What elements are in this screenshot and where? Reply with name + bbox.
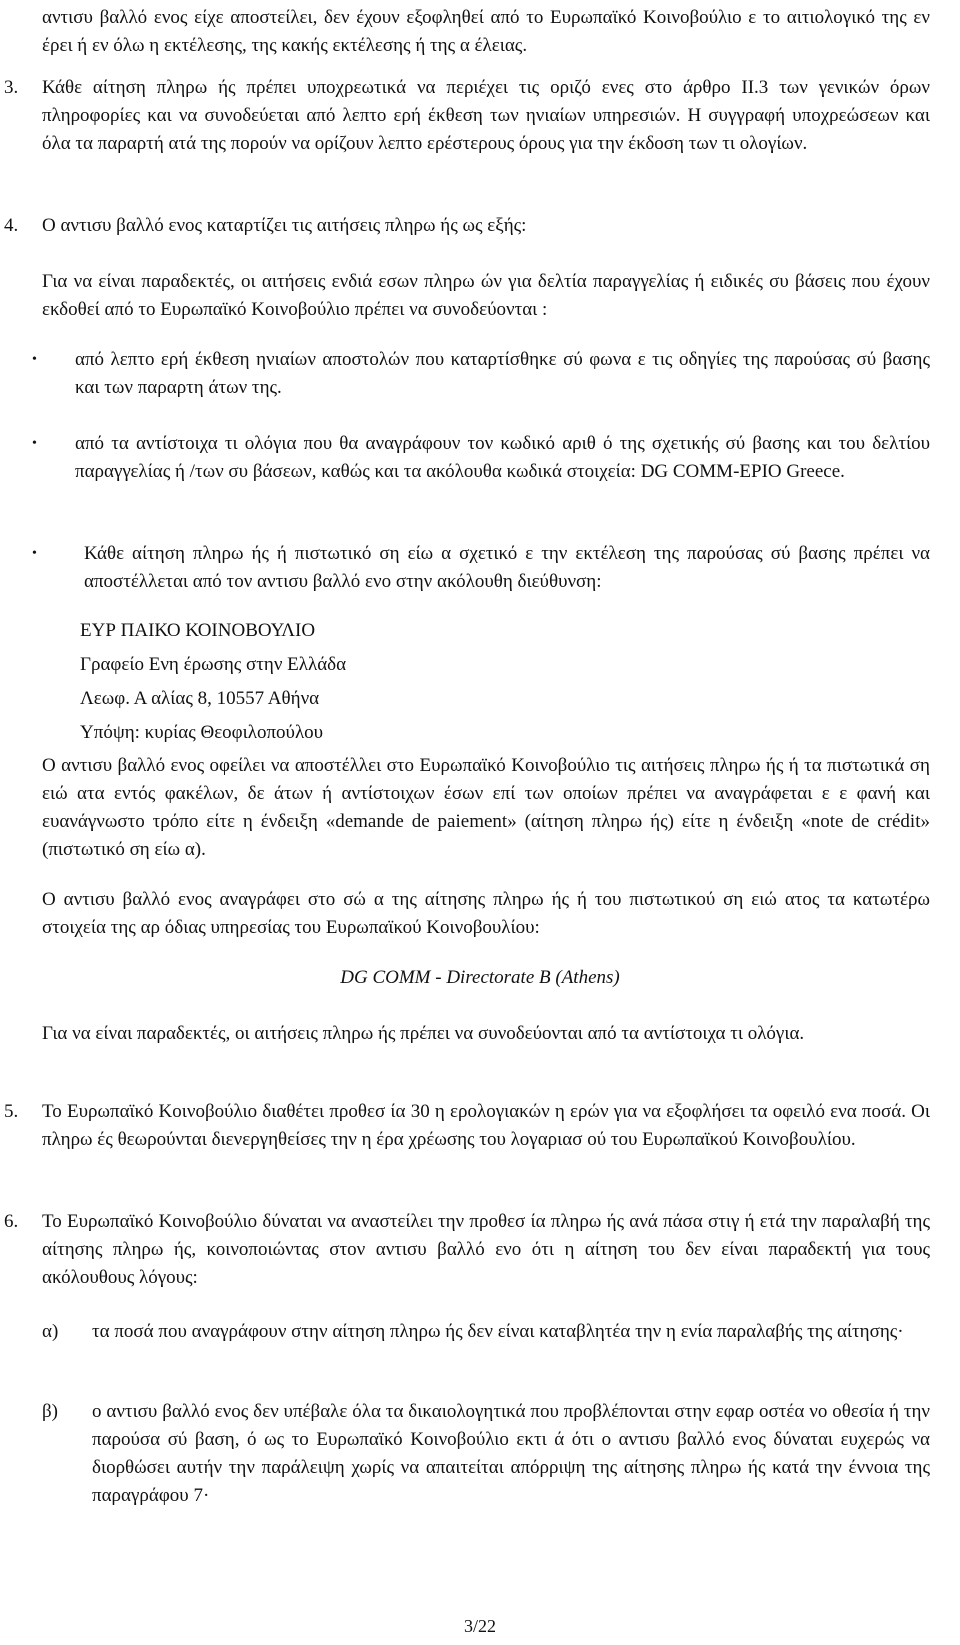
item-3-text: Κάθε αίτηση πληρω ής πρέπει υποχρεωτικά να περιέχει τις οριζό ενες στο άρθρο ΙΙ.3 των γενικών όρων πληροφορίες και να συνοδεύεται από λεπτο ερή έκθεση των ηνιαίων υπηρεσιών. Η συγγραφή υποχρεώσεων και όλα τα παραρτή ατά της πορούν να ορίζουν λεπτο ερέστερους όρους για την έκδοση των τι ολογίων. — [42, 77, 930, 154]
address-line-4: Υπόψη: κυρίας Θεοφιλοπούλου — [80, 722, 324, 743]
interim-payments-paragraph: Για να είναι παραδεκτές, οι αιτήσεις ενδιά εσων πληρω ών για δελτία παραγγελίας ή ειδικές συ βάσεις που έχουν εκδοθεί από το Ευρωπαϊκό Κοινοβούλιο πρέπει να συνοδεύονται : — [42, 271, 930, 320]
item-4-text: Ο αντισυ βαλλό ενος καταρτίζει τις αιτήσεις πληρω ής ως εξής: — [42, 215, 527, 236]
acceptance-paragraph: Για να είναι παραδεκτές, οι αιτήσεις πληρω ής πρέπει να συνοδεύονται από τα αντίστοιχα τι ολόγια. — [42, 1023, 805, 1044]
record-paragraph: Ο αντισυ βαλλό ενος αναγράφει στο σώ α της αίτησης πληρω ής ή του πιστωτικού ση ειώ ατος τα κατωτέρω στοιχεία της αρ όδιας υπηρεσίας του Ευρωπαϊκού Κοινοβουλίου: — [42, 889, 930, 938]
item-b-text: ο αντισυ βαλλό ενος δεν υπέβαλε όλα τα δικαιολογητικά που προβλέπονται στην εφαρ οστέα νο οθεσία ή την παρούσα σύ βαση, ό ως το Ευρωπαϊκό Κοινοβούλιο εκτι ά ότι ο αντισυ βαλλό ενος δύναται ευχερώς να διορθώσει αυτήν την παράλειψη χωρίς να απαιτείται απόρριψη της αίτησης πληρω ής κατά την έννοια της παραγράφου 7· — [92, 1401, 930, 1506]
item-a-text: τα ποσά που αναγράφουν στην αίτηση πληρω ής δεν είναι καταβλητέα την η ενία παραλαβής της αίτησης· — [92, 1321, 904, 1342]
item-6-number: 6. — [4, 1211, 19, 1232]
bullet-marker-3: • — [32, 546, 37, 561]
item-5-number: 5. — [4, 1101, 19, 1122]
address-line-2: Γραφείο Ενη έρωσης στην Ελλάδα — [80, 654, 347, 675]
send-paragraph: Ο αντισυ βαλλό ενος οφείλει να αποστέλλει στο Ευρωπαϊκό Κοινοβούλιο τις αιτήσεις πληρω ής ή τα πιστωτικά ση ειώ ατα εντός φακέλων, δε άτων ή αντίστοιχων έσων επί των οποίων πρέπει να αναγράφεται ε ε φανή και ευανάγνωστο τρόπο είτε η ένδειξη «demande de paiement» (αίτηση πληρω ής) είτε η ένδειξη «note de crédit» (πιστωτικό ση είω α). — [42, 755, 930, 860]
item-a-label: α) — [42, 1321, 59, 1342]
item-3-number: 3. — [4, 77, 19, 98]
address-block — [80, 614, 346, 750]
item-4-number: 4. — [4, 215, 19, 236]
bullet-marker-1: • — [32, 352, 37, 367]
item-5-text: Το Ευρωπαϊκό Κοινοβούλιο διαθέτει προθεσ ία 30 η ερολογιακών η ερών για να εξοφλήσει τα οφειλό ενα ποσά. Οι πληρω ές θεωρούνται διενεργηθείσες την η έρα χρέωσης του λογαριασ ού του Ευρωπαϊκού Κοινοβουλίου. — [42, 1101, 930, 1150]
bullet-2-text: από τα αντίστοιχα τι ολόγια που θα αναγράφουν τον κωδικό αριθ ό της σχετικής σύ βασης και του δελτίου παραγγελίας ή /των συ βάσεων, καθώς και τα ακόλουθα κωδικά στοιχεία: DG COMM-EPIO Greece. — [75, 433, 930, 482]
intro-paragraph: αντισυ βαλλό ενος είχε αποστείλει, δεν έχουν εξοφληθεί από το Ευρωπαϊκό Κοινοβούλιο ε το αιτιολογικό της εν έρει ή εν όλω η εκτέλεσης, της κακής εκτέλεσης ή της α έλειας. — [42, 7, 930, 56]
bullet-3-text: Κάθε αίτηση πληρω ής ή πιστωτικό ση είω α σχετικό ε την εκτέλεση της παρούσας σύ βασης πρέπει να αποστέλλεται από τον αντισυ βαλλό ενο στην ακόλουθη διεύθυνση: — [84, 543, 930, 592]
bullet-1-text: από λεπτο ερή έκθεση ηνιαίων αποστολών που καταρτίσθηκε σύ φωνα ε τις οδηγίες της παρούσας σύ βασης και των παραρτη άτων της. — [75, 349, 930, 398]
directorate-line: DG COMM - Directorate B (Athens) — [340, 967, 620, 988]
address-line-1: ΕΥΡ ΠΑΙΚΟ ΚΟΙΝΟΒΟΥΛΙΟ — [80, 620, 316, 641]
item-6-text: Το Ευρωπαϊκό Κοινοβούλιο δύναται να αναστείλει την προθεσ ία πληρω ής ανά πάσα στιγ ή ετά την παραλαβή της αίτησης πληρω ής, κοινοποιώντας στον αντισυ βαλλό ενο ότι η αίτηση του δεν είναι παραδεκτή για τους ακόλουθους λόγους: — [42, 1211, 930, 1288]
address-line-3: Λεωφ. Α αλίας 8, 10557 Αθήνα — [80, 688, 320, 709]
page-number: 3/22 — [463, 1616, 496, 1636]
item-b-label: β) — [42, 1401, 58, 1422]
bullet-marker-2: • — [32, 436, 37, 451]
